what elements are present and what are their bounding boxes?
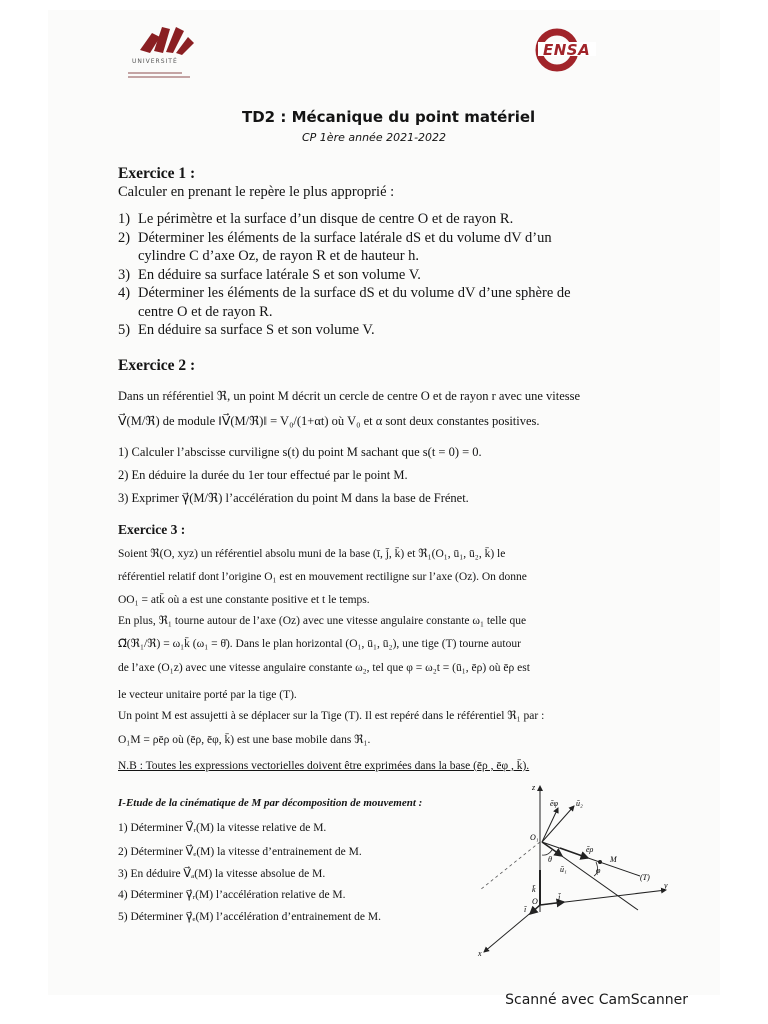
kinematics-figure (470, 780, 690, 960)
list-item: 5) En déduire sa surface S et son volume V. (118, 322, 375, 338)
list-item: 4) Déterminer les éléments de la surface dS et du volume dV d’une sphère de centre O et de rayon R. (118, 285, 571, 320)
exercise-3-line: Ω⃗(ℜ₁/ℜ) = ω₁k̄ (ω₁ = θ̇). Dans le plan horizontal (O₁, ū₁, ū₂), une tige (T) tourne autour (118, 638, 521, 650)
figure-label-o: O (532, 897, 538, 906)
figure-label-u2: ū₂ (576, 799, 583, 808)
part-title: I-Etude de la cinématique de M par décomposition de mouvement : (118, 797, 423, 809)
exercise-3-line: En plus, ℜ₁ tourne autour de l’axe (Oz) avec une vitesse angulaire constante ω₁ telle que (118, 615, 527, 627)
figure-label-k: k̄ (532, 885, 536, 894)
figure-label-m: M (610, 855, 617, 864)
exercise-3-line: OO₁ = atk̄ où a est une constante positive et t le temps. (118, 594, 370, 606)
list-item: 2) Déterminer V⃗ₑ(M) la vitesse d’entrainement de M. (118, 846, 362, 858)
figure-label-j: j̄ (558, 893, 561, 902)
exercise-3-line: O₁M = ρēρ où (ēρ, ēφ, k̄) est une base mobile dans ℜ₁. (118, 734, 371, 746)
list-item: 3) Exprimer γ⃗(M/ℜ) l’accélération du point M dans la base de Frénet. (118, 491, 469, 505)
page-subtitle: CP 1ère année 2021-2022 (302, 131, 447, 144)
list-item: 3) En déduire V⃗ₐ(M) la vitesse absolue de M. (118, 868, 326, 880)
page-title: TD2 : Mécanique du point matériel (242, 108, 536, 126)
exercise-3-line: le vecteur unitaire porté par la tige (T). (118, 689, 297, 701)
list-item: 2) Déterminer les éléments de la surface latérale dS et du volume dV d’un cylindre C d’axe Oz, de rayon R et de hauteur h. (118, 229, 552, 264)
figure-label-theta: θ (548, 855, 552, 864)
university-logo-caption: UNIVERSITÉ (132, 58, 178, 65)
list-item: 1) Calculer l’abscisse curviligne s(t) du point M sachant que s(t = 0) = 0. (118, 445, 482, 459)
figure-label-t: (T) (640, 873, 650, 882)
figure-label-i: ī (524, 905, 527, 914)
exercise-3-line: de l’axe (O₁z) avec une vitesse angulaire constante ω₂, tel que φ = ω₂t = (ū₁, ēρ) où ēρ est (118, 662, 530, 674)
university-logo-subtext (128, 70, 190, 82)
exercise-1-heading: Exercice 1 : (118, 165, 196, 182)
exercise-2-line: Dans un référentiel ℜ, un point M décrit un cercle de centre O et de rayon r avec une vitesse (118, 389, 581, 403)
camscanner-watermark: Scanné avec CamScanner (505, 992, 688, 1008)
nb-note: N.B : Toutes les expressions vectorielles doivent être exprimées dans la base (ēρ , ēφ , k̄). (118, 760, 530, 772)
list-item: 1) Déterminer V⃗ᵣ(M) la vitesse relative de M. (118, 822, 327, 834)
list-item: 5) Déterminer γ⃗ₑ(M) l’accélération d’entrainement de M. (118, 911, 381, 923)
figure-label-x: x (478, 949, 482, 958)
exercise-3-line: Un point M est assujetti à se déplacer sur la Tige (T). Il est repéré dans le référentiel ℜ₁ par : (118, 710, 545, 722)
figure-label-phi: φ (596, 866, 601, 875)
exercise-3-heading: Exercice 3 : (118, 522, 186, 537)
figure-label-o1: O₁ (530, 833, 539, 842)
list-item: 1) Le périmètre et la surface d’un disque de centre O et de rayon R. (118, 211, 514, 227)
exercise-1-list (118, 210, 588, 340)
exercise-1-intro: Calculer en prenant le repère le plus approprié : (118, 184, 395, 200)
list-item: 3) En déduire sa surface latérale S et son volume V. (118, 266, 421, 283)
ensa-logo-text: ENSA (543, 41, 591, 59)
exercise-3-line: référentiel relatif dont l’origine O₁ est en mouvement rectiligne sur l’axe (Oz). On donne (118, 571, 527, 583)
exercise-2-heading: Exercice 2 : (118, 357, 196, 374)
figure-label-y: y (664, 881, 668, 890)
list-item: 2) En déduire la durée du 1er tour effectué par le point M. (118, 468, 408, 482)
figure-label-z: z (532, 783, 536, 792)
figure-label-e-phi: ēφ (550, 799, 558, 808)
exercise-2-line: V⃗(M/ℜ) de module ‖V⃗(M/ℜ)‖ = V₀/(1+αt) où V₀ et α sont deux constantes positives. (118, 414, 540, 428)
figure-label-u1: ū₁ (560, 865, 567, 874)
list-item: 4) Déterminer γ⃗ᵣ(M) l’accélération relative de M. (118, 889, 346, 901)
exercise-3-line: Soient ℜ(O, xyz) un référentiel absolu muni de la base (ī, j̄, k̄) et ℜ₁(O₁, ū₁, ū₂, k̄) le (118, 548, 506, 560)
figure-label-e-rho: ēρ (586, 845, 594, 854)
